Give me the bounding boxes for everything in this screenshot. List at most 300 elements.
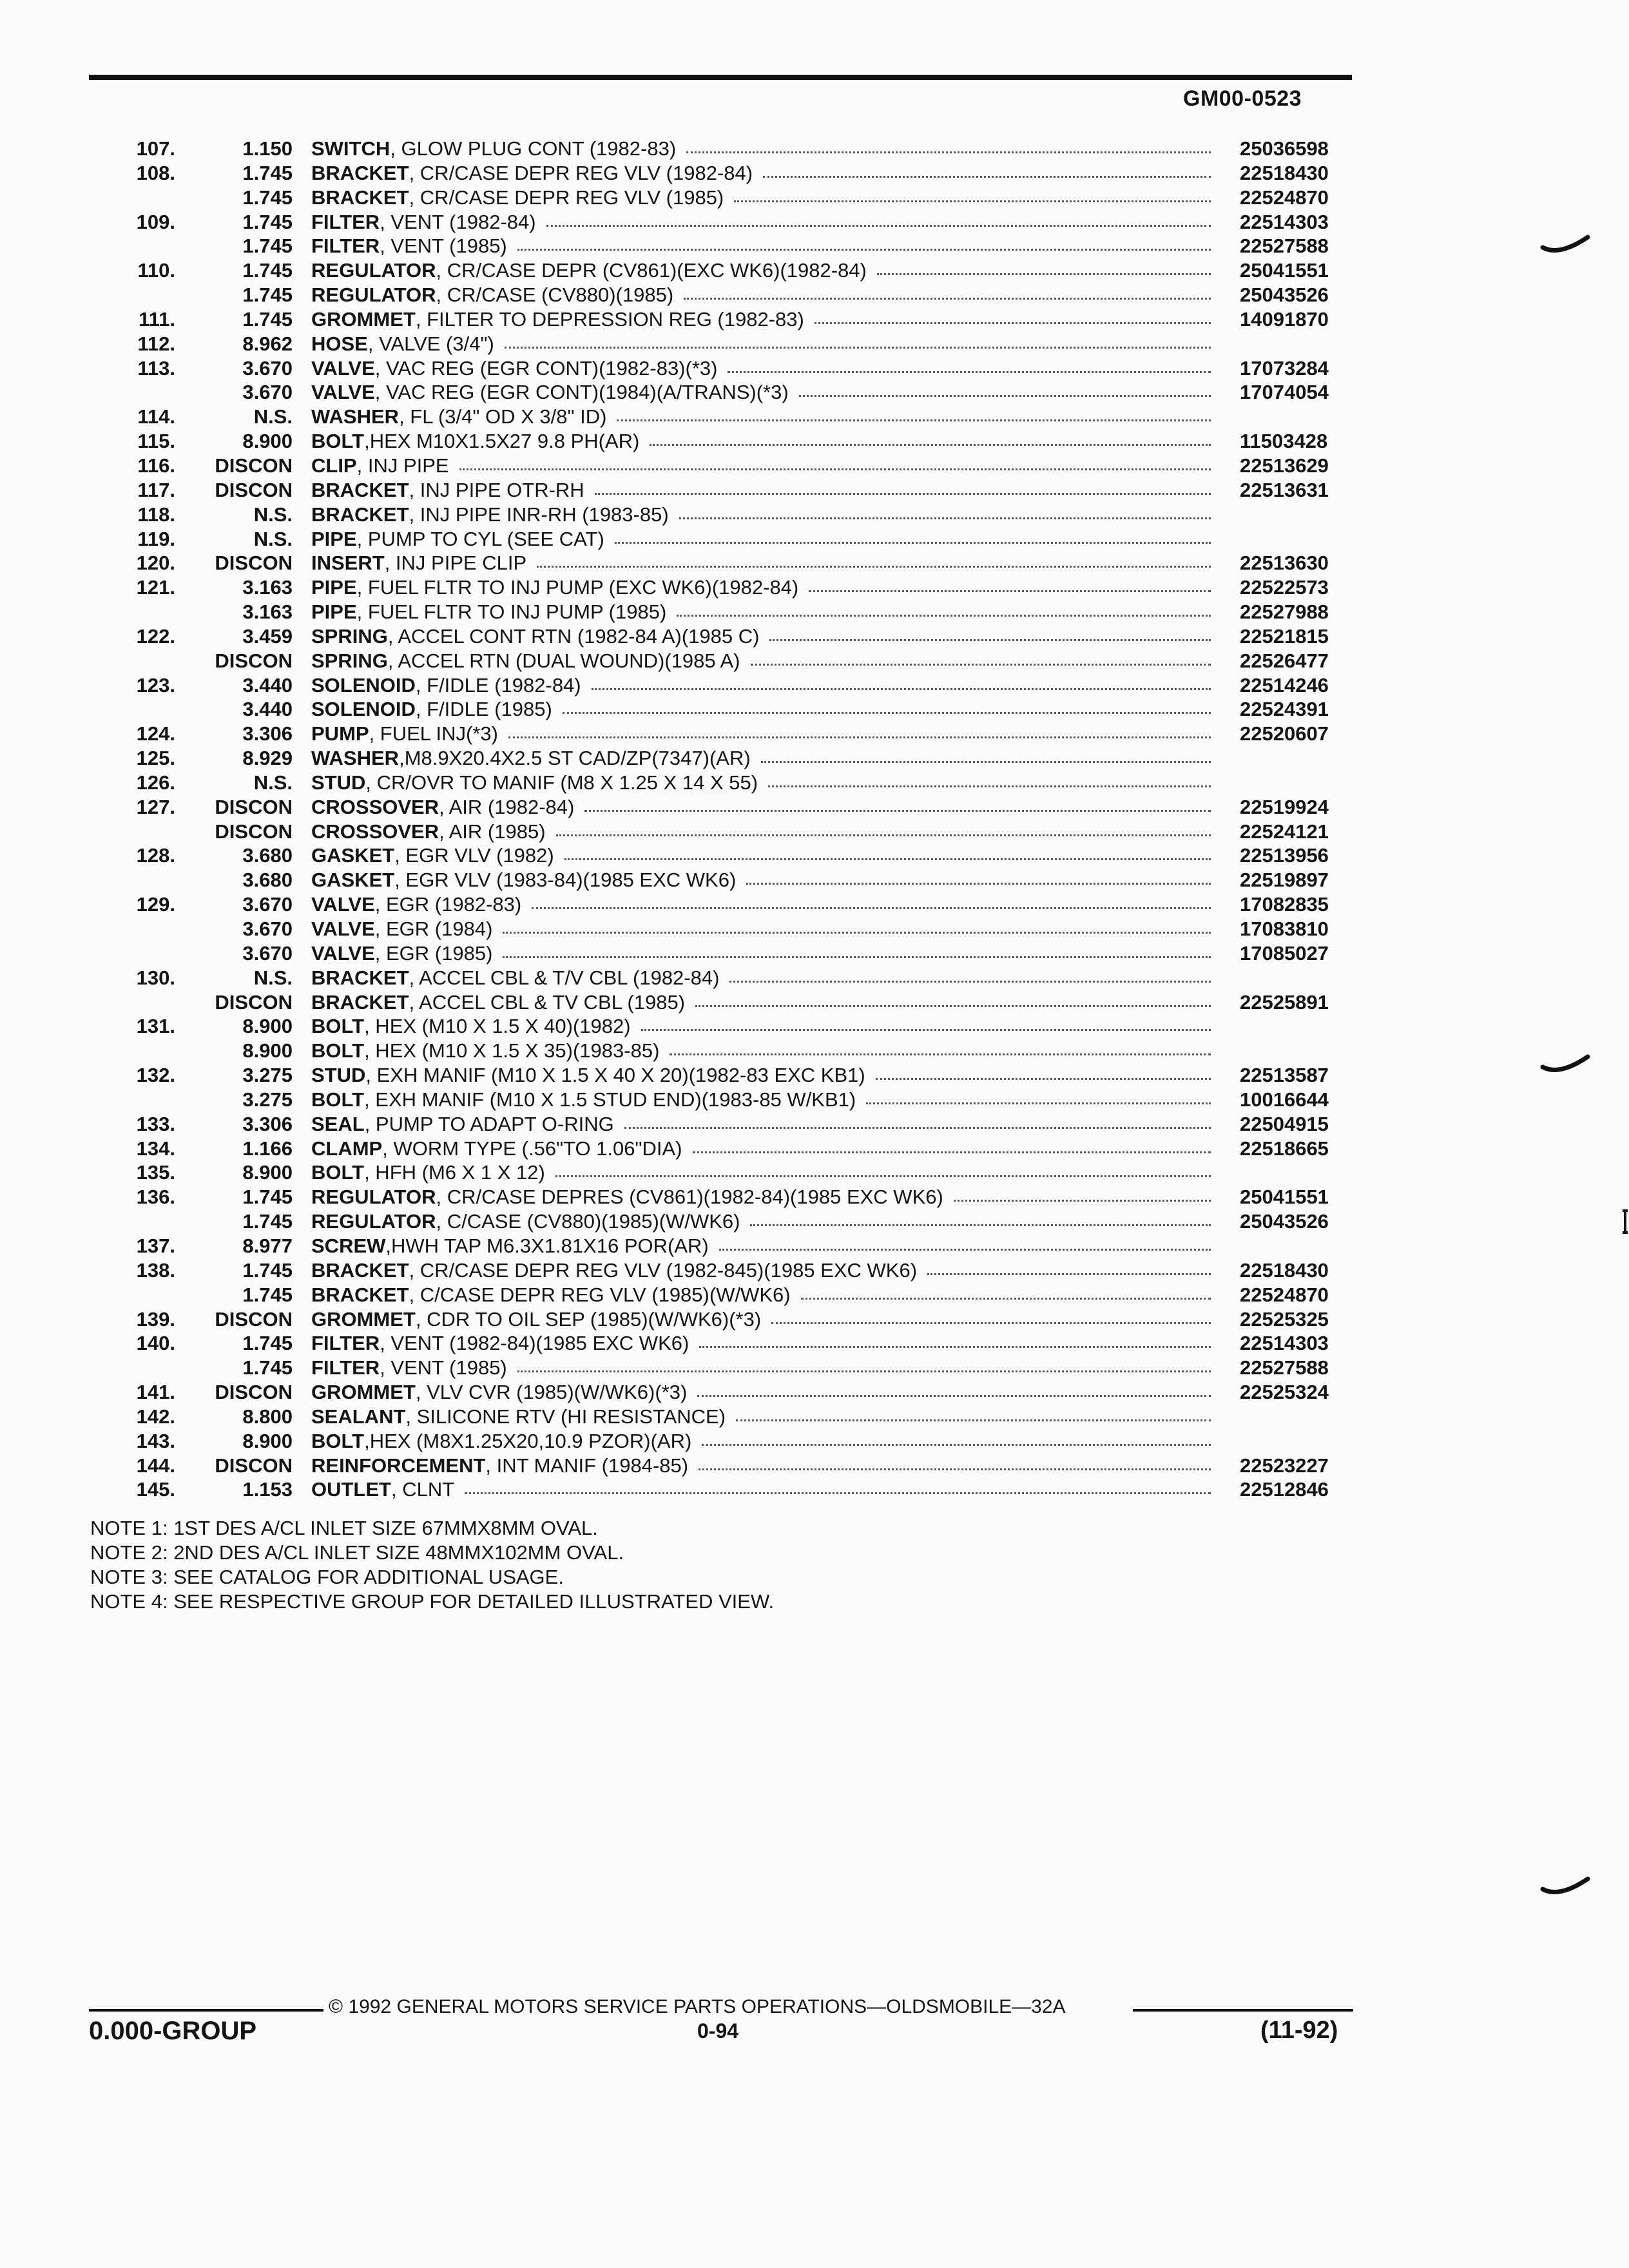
part-name: BOLT bbox=[311, 1088, 365, 1111]
leader-dots bbox=[546, 210, 1211, 227]
item-number: 109. bbox=[136, 210, 175, 233]
group-code: 8.900 bbox=[242, 1039, 293, 1062]
description-cell bbox=[311, 868, 1213, 892]
item-number: 141. bbox=[136, 1381, 175, 1404]
leader-dots bbox=[693, 1137, 1211, 1153]
part-name: CROSSOVER bbox=[311, 820, 439, 843]
part-name: FILTER bbox=[311, 210, 380, 233]
part-detail: , CR/CASE DEPRES (CV861)(1982-84)(1985 EXC WK6) bbox=[436, 1186, 943, 1209]
description bbox=[311, 478, 584, 502]
item-number: 123. bbox=[136, 673, 175, 697]
part-detail: , ACCEL CBL & T/V CBL (1982-84) bbox=[409, 966, 720, 989]
item-number: 128. bbox=[136, 844, 175, 867]
item-number: 136. bbox=[136, 1186, 175, 1209]
part-detail: , FUEL INJ(*3) bbox=[369, 722, 498, 745]
description bbox=[311, 380, 789, 404]
group-label: 0.000-GROUP bbox=[89, 2017, 257, 2045]
part-detail: , PUMP TO CYL (SEE CAT) bbox=[356, 527, 604, 550]
part-name: SOLENOID bbox=[311, 698, 416, 721]
part-name: PIPE bbox=[311, 527, 357, 550]
parts-row bbox=[0, 1112, 1629, 1137]
leader-dots bbox=[503, 917, 1211, 934]
description-cell bbox=[311, 478, 1213, 502]
item-number: 117. bbox=[137, 478, 175, 501]
part-detail: , EXH MANIF (M10 X 1.5 X 40 X 20)(1982-83 EXC KB1) bbox=[365, 1064, 865, 1087]
leader-dots bbox=[799, 380, 1211, 397]
description bbox=[311, 746, 751, 770]
part-detail: , SILICONE RTV (HI RESISTANCE) bbox=[405, 1405, 726, 1428]
group-code: 1.745 bbox=[242, 307, 293, 331]
item-number: 107. bbox=[136, 137, 175, 160]
part-detail: , VAC REG (EGR CONT)(1984)(A/TRANS)(*3) bbox=[374, 381, 789, 404]
part-number: 25043526 bbox=[1240, 1210, 1329, 1233]
leader-dots bbox=[768, 771, 1211, 787]
parts-row bbox=[0, 1477, 1629, 1502]
parts-row bbox=[0, 356, 1629, 381]
item-number: 142. bbox=[136, 1405, 175, 1428]
item-number: 137. bbox=[136, 1234, 175, 1257]
part-name: SWITCH bbox=[311, 137, 390, 160]
group-code: 3.670 bbox=[242, 893, 293, 916]
part-number: 22524121 bbox=[1240, 820, 1329, 843]
description bbox=[311, 258, 867, 282]
part-detail: , FUEL FLTR TO INJ PUMP (EXC WK6)(1982-84) bbox=[356, 576, 799, 599]
description bbox=[311, 820, 546, 843]
leader-dots bbox=[761, 746, 1211, 763]
group-code: 1.745 bbox=[242, 210, 293, 233]
parts-row bbox=[0, 1160, 1629, 1185]
parts-row bbox=[0, 868, 1629, 892]
parts-row bbox=[0, 454, 1629, 478]
part-number: 22527588 bbox=[1240, 1356, 1329, 1379]
leader-dots bbox=[699, 1331, 1211, 1348]
parts-row bbox=[0, 1137, 1629, 1161]
part-name: SPRING bbox=[311, 649, 388, 672]
part-name: GASKET bbox=[311, 869, 395, 892]
part-number: 22513629 bbox=[1240, 454, 1329, 477]
description bbox=[311, 283, 673, 307]
description bbox=[311, 1380, 687, 1404]
description bbox=[311, 1283, 791, 1307]
part-name: STUD bbox=[311, 1064, 366, 1087]
parts-row bbox=[0, 332, 1629, 356]
leader-dots bbox=[677, 600, 1211, 617]
group-code: 3.440 bbox=[242, 673, 293, 697]
leader-dots bbox=[563, 697, 1211, 714]
description-cell bbox=[311, 1014, 1213, 1038]
group-code: 1.745 bbox=[242, 259, 293, 282]
item-number: 138. bbox=[136, 1258, 175, 1282]
description-cell bbox=[311, 673, 1213, 697]
part-name: BOLT bbox=[311, 1015, 365, 1038]
parts-row bbox=[0, 673, 1629, 698]
parts-row bbox=[0, 990, 1629, 1015]
leader-dots bbox=[728, 356, 1211, 373]
item-number: 126. bbox=[136, 771, 175, 794]
part-name: STUD bbox=[311, 771, 366, 794]
description-cell bbox=[311, 795, 1213, 819]
part-number: 22525325 bbox=[1240, 1307, 1329, 1331]
description bbox=[311, 551, 526, 575]
description-cell bbox=[311, 1039, 1213, 1062]
group-code: DISCON bbox=[215, 454, 293, 477]
part-number: 22526477 bbox=[1240, 649, 1329, 672]
part-detail: , FL (3/4" OD X 3/8" ID) bbox=[399, 405, 607, 428]
description-cell bbox=[311, 380, 1213, 404]
parts-row bbox=[0, 722, 1629, 746]
description-cell bbox=[311, 771, 1213, 794]
description-cell bbox=[311, 1429, 1213, 1453]
description-cell bbox=[311, 137, 1213, 160]
parts-list bbox=[0, 137, 1629, 1502]
parts-row bbox=[0, 1454, 1629, 1478]
parts-row bbox=[0, 649, 1629, 673]
description bbox=[311, 1258, 917, 1282]
parts-row bbox=[0, 941, 1629, 966]
part-name: HOSE bbox=[311, 332, 368, 355]
description-cell bbox=[311, 210, 1213, 234]
description bbox=[311, 1063, 865, 1087]
part-detail: , WORM TYPE (.56"TO 1.06"DIA) bbox=[382, 1137, 682, 1160]
part-number: 17074054 bbox=[1240, 381, 1329, 404]
notes-section bbox=[90, 1516, 774, 1614]
part-detail: , EGR (1985) bbox=[374, 941, 493, 965]
group-code: 1.150 bbox=[242, 137, 293, 160]
part-detail: , F/IDLE (1982-84) bbox=[415, 673, 581, 697]
part-number: 22504915 bbox=[1240, 1112, 1329, 1135]
part-detail: , INT MANIF (1984-85) bbox=[485, 1454, 689, 1477]
description-cell bbox=[311, 820, 1213, 843]
part-name: PIPE bbox=[311, 576, 357, 599]
binder-tick-mark bbox=[1540, 1871, 1592, 1903]
leader-dots bbox=[517, 1356, 1211, 1372]
group-code: 3.680 bbox=[242, 844, 293, 867]
parts-row bbox=[0, 795, 1629, 820]
description bbox=[311, 405, 606, 428]
note-line: NOTE 1: 1ST DES A/CL INLET SIZE 67MMX8MM OVAL. bbox=[90, 1517, 598, 1539]
part-name: SCREW bbox=[311, 1234, 386, 1257]
part-name: BRACKET bbox=[311, 503, 409, 526]
part-name: WASHER bbox=[311, 747, 400, 770]
description bbox=[311, 843, 554, 867]
part-number: 10016644 bbox=[1240, 1088, 1329, 1111]
group-code: DISCON bbox=[215, 1454, 293, 1477]
group-code: N.S. bbox=[253, 966, 293, 989]
item-number: 124. bbox=[136, 722, 175, 745]
item-number: 115. bbox=[137, 430, 175, 453]
part-number: 22519924 bbox=[1240, 795, 1329, 818]
part-name: INSERT bbox=[311, 552, 385, 575]
part-name: GASKET bbox=[311, 844, 395, 867]
group-code: DISCON bbox=[215, 795, 293, 818]
part-detail: , INJ PIPE INR-RH (1983-85) bbox=[409, 503, 669, 526]
group-code: 3.306 bbox=[242, 1112, 293, 1135]
group-code: N.S. bbox=[253, 503, 293, 526]
description-cell bbox=[311, 1454, 1213, 1477]
group-code: 1.166 bbox=[242, 1137, 293, 1160]
part-detail: , CR/CASE DEPR REG VLV (1982-845)(1985 EXC WK6) bbox=[409, 1258, 918, 1282]
parts-row bbox=[0, 1356, 1629, 1380]
item-number: 133. bbox=[136, 1112, 175, 1135]
part-detail: , INJ PIPE CLIP bbox=[384, 552, 527, 575]
part-detail: , ACCEL CBL & TV CBL (1985) bbox=[409, 990, 686, 1014]
parts-row bbox=[0, 1088, 1629, 1112]
part-number: 22523227 bbox=[1240, 1454, 1329, 1477]
group-code: 3.440 bbox=[242, 698, 293, 721]
part-detail: , INJ PIPE OTR-RH bbox=[409, 478, 584, 501]
part-name: REGULATOR bbox=[311, 259, 436, 282]
part-detail: , CR/CASE DEPR (CV861)(EXC WK6)(1982-84) bbox=[436, 259, 867, 282]
part-number: 17085027 bbox=[1240, 941, 1329, 965]
group-code: 3.163 bbox=[242, 601, 293, 624]
description bbox=[311, 1405, 726, 1428]
part-name: REGULATOR bbox=[311, 1186, 436, 1209]
description-cell bbox=[311, 966, 1213, 990]
group-code: DISCON bbox=[215, 649, 293, 672]
description-cell bbox=[311, 1234, 1213, 1258]
description bbox=[311, 1185, 943, 1209]
description-cell bbox=[311, 405, 1213, 428]
description bbox=[311, 186, 724, 209]
part-detail: , CR/OVR TO MANIF (M8 X 1.25 X 14 X 55) bbox=[365, 771, 758, 794]
part-detail: , F/IDLE (1985) bbox=[415, 698, 552, 721]
item-number: 127. bbox=[136, 795, 175, 818]
group-code: 1.745 bbox=[242, 284, 293, 307]
part-name: VALVE bbox=[311, 356, 375, 380]
part-name: BRACKET bbox=[311, 161, 409, 184]
part-name: BRACKET bbox=[311, 990, 409, 1014]
group-code: 3.670 bbox=[242, 918, 293, 940]
part-number: 25043526 bbox=[1240, 284, 1329, 307]
group-code: 3.275 bbox=[242, 1088, 293, 1111]
item-number: 119. bbox=[137, 527, 175, 550]
item-number: 118. bbox=[137, 503, 175, 526]
parts-row bbox=[0, 478, 1629, 503]
group-code: 1.745 bbox=[242, 1332, 293, 1355]
page-date: (11-92) bbox=[1260, 2017, 1338, 2044]
parts-row bbox=[0, 1234, 1629, 1258]
leader-dots bbox=[866, 1088, 1211, 1104]
part-name: VALVE bbox=[311, 893, 375, 916]
leader-dots bbox=[517, 234, 1211, 251]
description-cell bbox=[311, 917, 1213, 941]
description bbox=[311, 454, 449, 477]
part-detail: , CR/CASE (CV880)(1985) bbox=[436, 284, 674, 307]
leader-dots bbox=[532, 892, 1211, 909]
part-number: 14091870 bbox=[1240, 307, 1329, 331]
description-cell bbox=[311, 843, 1213, 867]
part-detail: , AIR (1982-84) bbox=[439, 795, 575, 818]
part-detail: , FILTER TO DEPRESSION REG (1982-83) bbox=[415, 307, 804, 331]
part-number: 22518430 bbox=[1240, 161, 1329, 184]
part-number: 17073284 bbox=[1240, 356, 1329, 380]
parts-row bbox=[0, 380, 1629, 405]
item-number: 125. bbox=[136, 747, 175, 770]
part-detail: , EXH MANIF (M10 X 1.5 STUD END)(1983-85 W/KB1) bbox=[364, 1088, 856, 1111]
description-cell bbox=[311, 1088, 1213, 1111]
binder-tick-mark bbox=[1540, 1049, 1592, 1081]
item-number: 135. bbox=[136, 1161, 175, 1184]
description-cell bbox=[311, 234, 1213, 258]
part-name: CROSSOVER bbox=[311, 795, 439, 818]
leader-dots bbox=[505, 332, 1211, 349]
parts-row bbox=[0, 137, 1629, 161]
part-number: 22527588 bbox=[1240, 235, 1329, 258]
description bbox=[311, 795, 574, 819]
leader-dots bbox=[670, 1039, 1211, 1055]
part-detail: , C/CASE DEPR REG VLV (1985)(W/WK6) bbox=[409, 1283, 791, 1306]
part-detail: , VENT (1982-84)(1985 EXC WK6) bbox=[380, 1332, 689, 1355]
part-name: VALVE bbox=[311, 918, 375, 940]
description-cell bbox=[311, 746, 1213, 770]
part-number: 22518430 bbox=[1240, 1258, 1329, 1282]
parts-row bbox=[0, 234, 1629, 258]
description bbox=[311, 161, 753, 185]
part-detail: , CDR TO OIL SEP (1985)(W/WK6)(*3) bbox=[415, 1307, 762, 1331]
parts-row bbox=[0, 283, 1629, 307]
item-number: 145. bbox=[136, 1478, 175, 1501]
group-code: 3.670 bbox=[242, 941, 293, 965]
item-number: 132. bbox=[136, 1064, 175, 1087]
description-cell bbox=[311, 429, 1213, 453]
description bbox=[311, 575, 798, 599]
part-number: 25041551 bbox=[1240, 259, 1329, 282]
parts-row bbox=[0, 1185, 1629, 1209]
group-code: 8.800 bbox=[242, 1405, 293, 1428]
parts-row bbox=[0, 1063, 1629, 1088]
part-detail: , HFH (M6 X 1 X 12) bbox=[364, 1161, 545, 1184]
leader-dots bbox=[751, 649, 1211, 666]
item-number: 131. bbox=[136, 1015, 175, 1038]
item-number: 122. bbox=[136, 624, 175, 648]
description-cell bbox=[311, 186, 1213, 209]
item-number: 140. bbox=[136, 1332, 175, 1355]
parts-row bbox=[0, 771, 1629, 795]
part-name: REGULATOR bbox=[311, 284, 436, 307]
part-number: 22522573 bbox=[1240, 576, 1329, 599]
part-detail: , C/CASE (CV880)(1985)(W/WK6) bbox=[436, 1210, 740, 1233]
parts-row bbox=[0, 697, 1629, 722]
part-detail: , VALVE (3/4") bbox=[367, 332, 494, 355]
part-detail: , VLV CVR (1985)(W/WK6)(*3) bbox=[415, 1381, 688, 1404]
parts-row bbox=[0, 1380, 1629, 1405]
part-number: 22514303 bbox=[1240, 210, 1329, 233]
item-number: 120. bbox=[136, 552, 175, 575]
group-code: 1.745 bbox=[242, 161, 293, 184]
description bbox=[311, 1356, 507, 1379]
group-code: DISCON bbox=[215, 820, 293, 843]
part-number: 22521815 bbox=[1240, 624, 1329, 648]
leader-dots bbox=[592, 673, 1211, 690]
description bbox=[311, 1014, 631, 1038]
leader-dots bbox=[564, 843, 1211, 860]
part-detail: , EGR VLV (1983-84)(1985 EXC WK6) bbox=[394, 869, 737, 892]
parts-row bbox=[0, 161, 1629, 186]
leader-dots bbox=[876, 1063, 1211, 1080]
part-detail: , VAC REG (EGR CONT)(1982-83)(*3) bbox=[374, 356, 718, 380]
group-code: 3.306 bbox=[242, 722, 293, 745]
leader-dots bbox=[503, 941, 1211, 958]
description bbox=[311, 722, 498, 745]
part-number: 22524870 bbox=[1240, 186, 1329, 209]
group-code: 3.275 bbox=[242, 1064, 293, 1087]
parts-row bbox=[0, 1429, 1629, 1454]
parts-row bbox=[0, 917, 1629, 941]
leader-dots bbox=[584, 795, 1211, 812]
part-detail: , VENT (1985) bbox=[380, 1356, 507, 1379]
parts-row bbox=[0, 624, 1629, 649]
note-line: NOTE 4: SEE RESPECTIVE GROUP FOR DETAILED ILLUSTRATED VIEW. bbox=[90, 1590, 775, 1613]
description bbox=[311, 1088, 856, 1111]
item-number: 121. bbox=[136, 576, 175, 599]
part-detail: ,M8.9X20.4X2.5 ST CAD/ZP(7347)(AR) bbox=[399, 747, 751, 770]
leader-dots bbox=[508, 722, 1211, 738]
description-cell bbox=[311, 722, 1213, 745]
part-detail: , HEX (M10 X 1.5 X 40)(1982) bbox=[364, 1015, 631, 1038]
description-cell bbox=[311, 1258, 1213, 1282]
leader-dots bbox=[736, 1405, 1211, 1421]
parts-row bbox=[0, 1405, 1629, 1429]
group-code: 8.977 bbox=[242, 1234, 293, 1257]
group-code: 8.962 bbox=[242, 332, 293, 355]
item-number: 112. bbox=[137, 332, 175, 355]
part-number: 17083810 bbox=[1240, 918, 1329, 940]
description-cell bbox=[311, 649, 1213, 673]
leader-dots bbox=[555, 1160, 1211, 1177]
parts-row bbox=[0, 1209, 1629, 1234]
parts-row bbox=[0, 820, 1629, 844]
part-detail: , EGR VLV (1982) bbox=[394, 844, 554, 867]
description bbox=[311, 1160, 545, 1184]
page-number: 0-94 bbox=[697, 2019, 739, 2042]
leader-dots bbox=[954, 1185, 1211, 1202]
parts-row bbox=[0, 1039, 1629, 1063]
group-code: 1.745 bbox=[242, 235, 293, 258]
description bbox=[311, 697, 552, 721]
part-name: BRACKET bbox=[311, 186, 409, 209]
leader-dots bbox=[729, 966, 1211, 983]
leader-dots bbox=[927, 1258, 1211, 1275]
leader-dots bbox=[809, 575, 1211, 592]
group-code: 1.745 bbox=[242, 1258, 293, 1282]
description bbox=[311, 1209, 740, 1233]
part-name: GROMMET bbox=[311, 1381, 416, 1404]
part-name: BOLT bbox=[311, 430, 365, 453]
part-detail: , EGR (1982-83) bbox=[374, 893, 522, 916]
note-line: NOTE 2: 2ND DES A/CL INLET SIZE 48MMX102MM OVAL. bbox=[90, 1541, 624, 1564]
parts-row bbox=[0, 966, 1629, 990]
part-detail: , HEX (M10 X 1.5 X 35)(1983-85) bbox=[364, 1039, 660, 1062]
description-cell bbox=[311, 454, 1213, 477]
part-number: 22524870 bbox=[1240, 1283, 1329, 1306]
leader-dots bbox=[684, 283, 1211, 300]
leader-dots bbox=[815, 307, 1211, 324]
description-cell bbox=[311, 892, 1213, 916]
description bbox=[311, 1137, 682, 1160]
footer-rule-left bbox=[89, 2009, 323, 2012]
group-code: 3.670 bbox=[242, 356, 293, 380]
binder-tick-mark bbox=[1540, 229, 1592, 262]
description bbox=[311, 1331, 689, 1355]
description bbox=[311, 624, 759, 648]
description bbox=[311, 210, 536, 234]
leader-dots bbox=[769, 624, 1211, 641]
part-name: GROMMET bbox=[311, 307, 416, 331]
group-code: 3.163 bbox=[242, 576, 293, 599]
part-number: 22512846 bbox=[1240, 1478, 1329, 1501]
leader-dots bbox=[595, 478, 1211, 495]
part-number: 17082835 bbox=[1240, 893, 1329, 916]
